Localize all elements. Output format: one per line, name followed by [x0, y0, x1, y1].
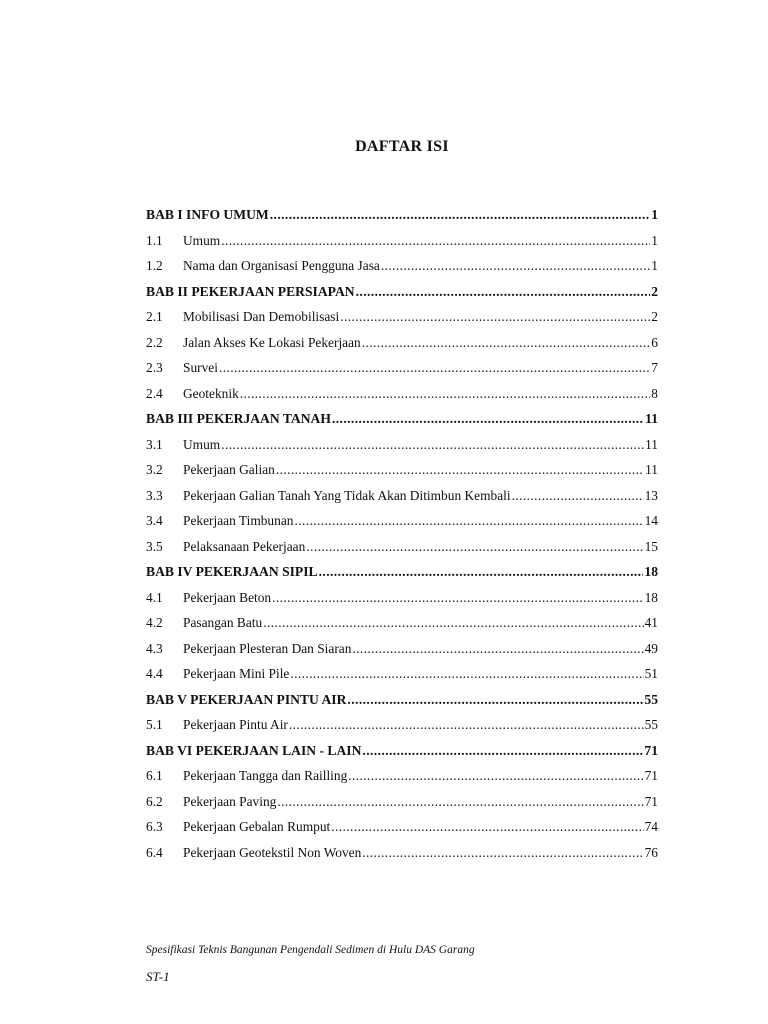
- toc-entry-label: Pekerjaan Galian Tanah Yang Tidak Akan Ditimbun Kembali: [183, 487, 511, 503]
- footer-page-number: ST-1: [146, 969, 170, 984]
- toc-entry-label: BAB V PEKERJAAN PINTU AIR: [146, 691, 347, 707]
- toc-section-row[interactable]: [146, 335, 658, 361]
- toc-section-row[interactable]: [146, 666, 658, 692]
- toc-entry-label: Pekerjaan Pintu Air: [183, 717, 288, 732]
- toc-section-number: 6.4: [146, 844, 163, 860]
- toc-entry-label: Umum: [183, 436, 221, 452]
- toc-page-number: 2: [651, 309, 658, 324]
- toc-section-row[interactable]: [146, 819, 658, 845]
- toc-page-number: 71: [644, 793, 658, 809]
- toc-section-row[interactable]: [146, 258, 658, 284]
- toc-chapter-row[interactable]: [146, 207, 658, 233]
- toc-chapter-row[interactable]: [146, 564, 658, 590]
- toc-section-row[interactable]: [146, 513, 658, 539]
- toc-page-number: 7: [651, 360, 658, 375]
- toc-page-number: 55: [644, 691, 658, 707]
- toc-entry-label: Pekerjaan Geotekstil Non Woven: [183, 844, 362, 860]
- toc-dot-leader: [240, 386, 651, 402]
- toc-section-row[interactable]: [146, 794, 658, 820]
- toc-section-row[interactable]: [146, 437, 658, 463]
- toc-section-row[interactable]: [146, 768, 658, 794]
- toc-dot-leader: [289, 717, 644, 733]
- toc-entry-label: BAB I INFO UMUM: [146, 207, 269, 222]
- toc-dot-leader: [381, 258, 650, 274]
- toc-dot-leader: [356, 284, 651, 300]
- toc-dot-leader: [219, 360, 650, 376]
- toc-entry-label: Pekerjaan Beton: [183, 589, 272, 605]
- toc-section-number: 1.2: [146, 258, 163, 273]
- toc-dot-leader: [276, 462, 644, 478]
- toc-dot-leader: [319, 564, 644, 580]
- toc-section-row[interactable]: [146, 360, 658, 386]
- toc-section-number: 3.1: [146, 436, 163, 452]
- toc-chapter-row[interactable]: [146, 692, 658, 718]
- toc-entry-label: Nama dan Organisasi Pengguna Jasa: [183, 258, 380, 273]
- toc-section-number: 4.4: [146, 666, 163, 681]
- toc-page-number: 49: [644, 640, 658, 656]
- toc-page-number: 55: [644, 717, 658, 732]
- toc-entry-label: Pekerjaan Timbunan: [183, 513, 294, 528]
- toc-dot-leader: [221, 437, 644, 453]
- toc-section-number: 2.2: [146, 334, 163, 350]
- toc-section-row[interactable]: [146, 233, 658, 259]
- toc-page-number: 8: [651, 385, 658, 401]
- toc-dot-leader: [306, 539, 643, 555]
- toc-entry-label: Umum: [183, 232, 221, 248]
- toc-dot-leader: [362, 335, 651, 351]
- toc-section-row[interactable]: [146, 845, 658, 871]
- toc-page-number: 13: [644, 487, 658, 503]
- toc-chapter-row[interactable]: [146, 743, 658, 769]
- toc-dot-leader: [340, 309, 650, 325]
- toc-page-number: 71: [644, 768, 658, 783]
- toc-section-number: 3.4: [146, 513, 163, 528]
- toc-section-row[interactable]: [146, 309, 658, 335]
- toc-dot-leader: [512, 488, 644, 504]
- toc-entry-label: Pekerjaan Mini Pile: [183, 666, 290, 681]
- toc-section-number: 6.3: [146, 819, 163, 834]
- toc-entry-label: Pekerjaan Paving: [183, 793, 277, 809]
- toc-dot-leader: [294, 513, 643, 529]
- toc-section-number: 3.3: [146, 487, 163, 503]
- toc-page-number: 11: [645, 436, 658, 452]
- toc-section-number: 3.5: [146, 538, 163, 554]
- toc-dot-leader: [348, 768, 643, 784]
- footer-text: Spesifikasi Teknis Bangunan Pengendali Sedimen di Hulu DAS Garang: [146, 944, 475, 956]
- toc-dot-leader: [270, 207, 650, 223]
- toc-page-number: 1: [651, 258, 658, 273]
- toc-section-number: 1.1: [146, 232, 163, 248]
- toc-entry-label: Pekerjaan Gebalan Rumput: [183, 819, 331, 834]
- toc-section-number: 4.2: [146, 615, 163, 630]
- toc-page-number: 41: [644, 615, 658, 630]
- toc-page-number: 11: [645, 462, 658, 477]
- toc-section-number: 3.2: [146, 462, 163, 477]
- toc-page-number: 1: [651, 207, 658, 222]
- toc-dot-leader: [263, 615, 643, 631]
- toc-page-number: 71: [644, 742, 658, 758]
- toc-section-row[interactable]: [146, 539, 658, 565]
- toc-entry-label: Jalan Akses Ke Lokasi Pekerjaan: [183, 334, 361, 350]
- toc-page-number: 1: [651, 232, 658, 248]
- toc-page-number: 2: [651, 283, 658, 299]
- toc-section-number: 5.1: [146, 717, 163, 732]
- toc-page-number: 11: [645, 411, 658, 426]
- page-title: DAFTAR ISI: [355, 138, 449, 155]
- toc-dot-leader: [272, 590, 643, 606]
- toc-section-row[interactable]: [146, 386, 658, 412]
- toc-entry-label: Pekerjaan Tangga dan Railling: [183, 768, 348, 783]
- toc-section-number: 4.3: [146, 640, 163, 656]
- toc-section-number: 2.4: [146, 385, 163, 401]
- toc-dot-leader: [352, 641, 643, 657]
- toc-entry-label: Mobilisasi Dan Demobilisasi: [183, 309, 340, 324]
- toc-entry-label: BAB IV PEKERJAAN SIPIL: [146, 564, 318, 579]
- toc-section-row[interactable]: [146, 615, 658, 641]
- toc-dot-leader: [277, 794, 643, 810]
- toc-chapter-row[interactable]: [146, 284, 658, 310]
- toc-section-row[interactable]: [146, 462, 658, 488]
- toc-section-number: 2.3: [146, 360, 163, 375]
- toc-entry-label: BAB II PEKERJAAN PERSIAPAN: [146, 283, 355, 299]
- toc-page-number: 18: [644, 564, 658, 579]
- toc-entry-label: Pekerjaan Plesteran Dan Siaran: [183, 640, 352, 656]
- toc-section-row[interactable]: [146, 488, 658, 514]
- table-of-contents: [146, 207, 658, 870]
- toc-page-number: 76: [644, 844, 658, 860]
- toc-entry-label: Survei: [183, 360, 218, 375]
- toc-section-number: 6.1: [146, 768, 163, 783]
- toc-page-number: 15: [644, 538, 658, 554]
- toc-entry-label: Geoteknik: [183, 385, 239, 401]
- toc-page-number: 51: [644, 666, 658, 681]
- toc-entry-label: Pelaksanaan Pekerjaan: [183, 538, 306, 554]
- toc-section-number: 6.2: [146, 793, 163, 809]
- toc-chapter-row[interactable]: [146, 411, 658, 437]
- toc-entry-label: BAB III PEKERJAAN TANAH: [146, 411, 331, 426]
- toc-entry-label: Pasangan Batu: [183, 615, 263, 630]
- toc-dot-leader: [347, 692, 643, 708]
- toc-page-number: 14: [644, 513, 658, 528]
- toc-dot-leader: [362, 743, 643, 759]
- toc-dot-leader: [221, 233, 650, 249]
- toc-entry-label: BAB VI PEKERJAAN LAIN - LAIN: [146, 742, 362, 758]
- toc-section-row[interactable]: [146, 590, 658, 616]
- toc-dot-leader: [290, 666, 643, 682]
- toc-dot-leader: [362, 845, 643, 861]
- toc-section-number: 4.1: [146, 589, 163, 605]
- toc-section-number: 2.1: [146, 309, 163, 324]
- toc-dot-leader: [331, 819, 643, 835]
- toc-page-number: 18: [644, 589, 658, 605]
- toc-section-row[interactable]: [146, 717, 658, 743]
- toc-page-number: 6: [651, 334, 658, 350]
- toc-dot-leader: [332, 411, 644, 427]
- toc-page-number: 74: [644, 819, 658, 834]
- toc-section-row[interactable]: [146, 641, 658, 667]
- toc-entry-label: Pekerjaan Galian: [183, 462, 275, 477]
